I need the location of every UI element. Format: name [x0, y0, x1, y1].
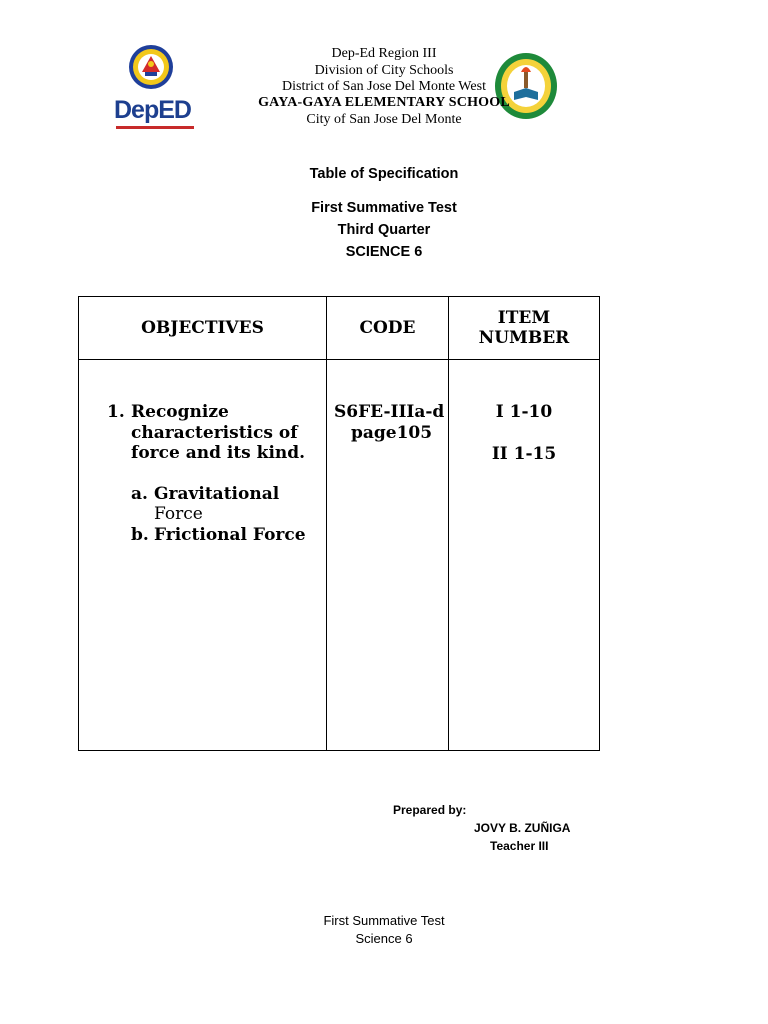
document-title: Table of Specification	[309, 166, 459, 182]
item-range: I 1-10	[495, 402, 553, 422]
subitem-line: Force	[154, 504, 203, 524]
specification-table	[78, 296, 600, 751]
footer-test-name: First Summative Test	[323, 913, 445, 928]
header-line-district: District of San Jose Del Monte West	[282, 79, 486, 94]
deped-logo-text: DepED	[114, 96, 191, 124]
test-title: First Summative Test	[311, 200, 457, 216]
preparer-name: JOVY B. ZUÑIGA	[474, 821, 571, 835]
objective-cell	[79, 360, 327, 751]
subitem-gravitational	[131, 484, 318, 525]
objective-number: 1.	[107, 402, 125, 422]
item-number-cell	[449, 360, 600, 751]
header-line-region: Dep-Ed Region III	[331, 46, 437, 61]
objective-line: characteristics of	[131, 422, 298, 443]
preparer-position: Teacher III	[490, 839, 549, 853]
item-range: II 1-15	[491, 443, 557, 464]
code-line: S6FE-IIIa-d	[334, 402, 445, 422]
code-cell	[327, 360, 449, 751]
header-objectives: OBJECTIVES	[79, 297, 327, 360]
objective-line: force and its kind.	[131, 443, 306, 463]
header-line-city: City of San Jose Del Monte	[306, 112, 462, 127]
header-line-division: Division of City Schools	[314, 63, 454, 78]
header-item-line2: NUMBER	[478, 328, 570, 348]
subitem-frictional	[131, 525, 318, 546]
subject-title: SCIENCE 6	[345, 244, 423, 260]
objective-line: Recognize	[131, 402, 229, 422]
code-line: page105	[351, 422, 433, 443]
table-row	[79, 360, 600, 751]
subitem-letter: b.	[131, 524, 149, 545]
subitem-line: Gravitational	[154, 483, 280, 504]
header-item-line1: ITEM	[497, 308, 551, 328]
quarter-title: Third Quarter	[337, 222, 431, 238]
prepared-by-label: Prepared by:	[393, 803, 467, 817]
subitem-letter: a.	[131, 483, 148, 504]
footer-subject: Science 6	[355, 931, 413, 946]
school-name: GAYA-GAYA ELEMENTARY SCHOOL	[258, 95, 510, 110]
subitem-line: Frictional Force	[154, 524, 306, 545]
header-item-number	[449, 297, 600, 360]
objective-text	[131, 402, 318, 464]
header-code: CODE	[327, 297, 449, 360]
table-header-row	[79, 297, 600, 360]
